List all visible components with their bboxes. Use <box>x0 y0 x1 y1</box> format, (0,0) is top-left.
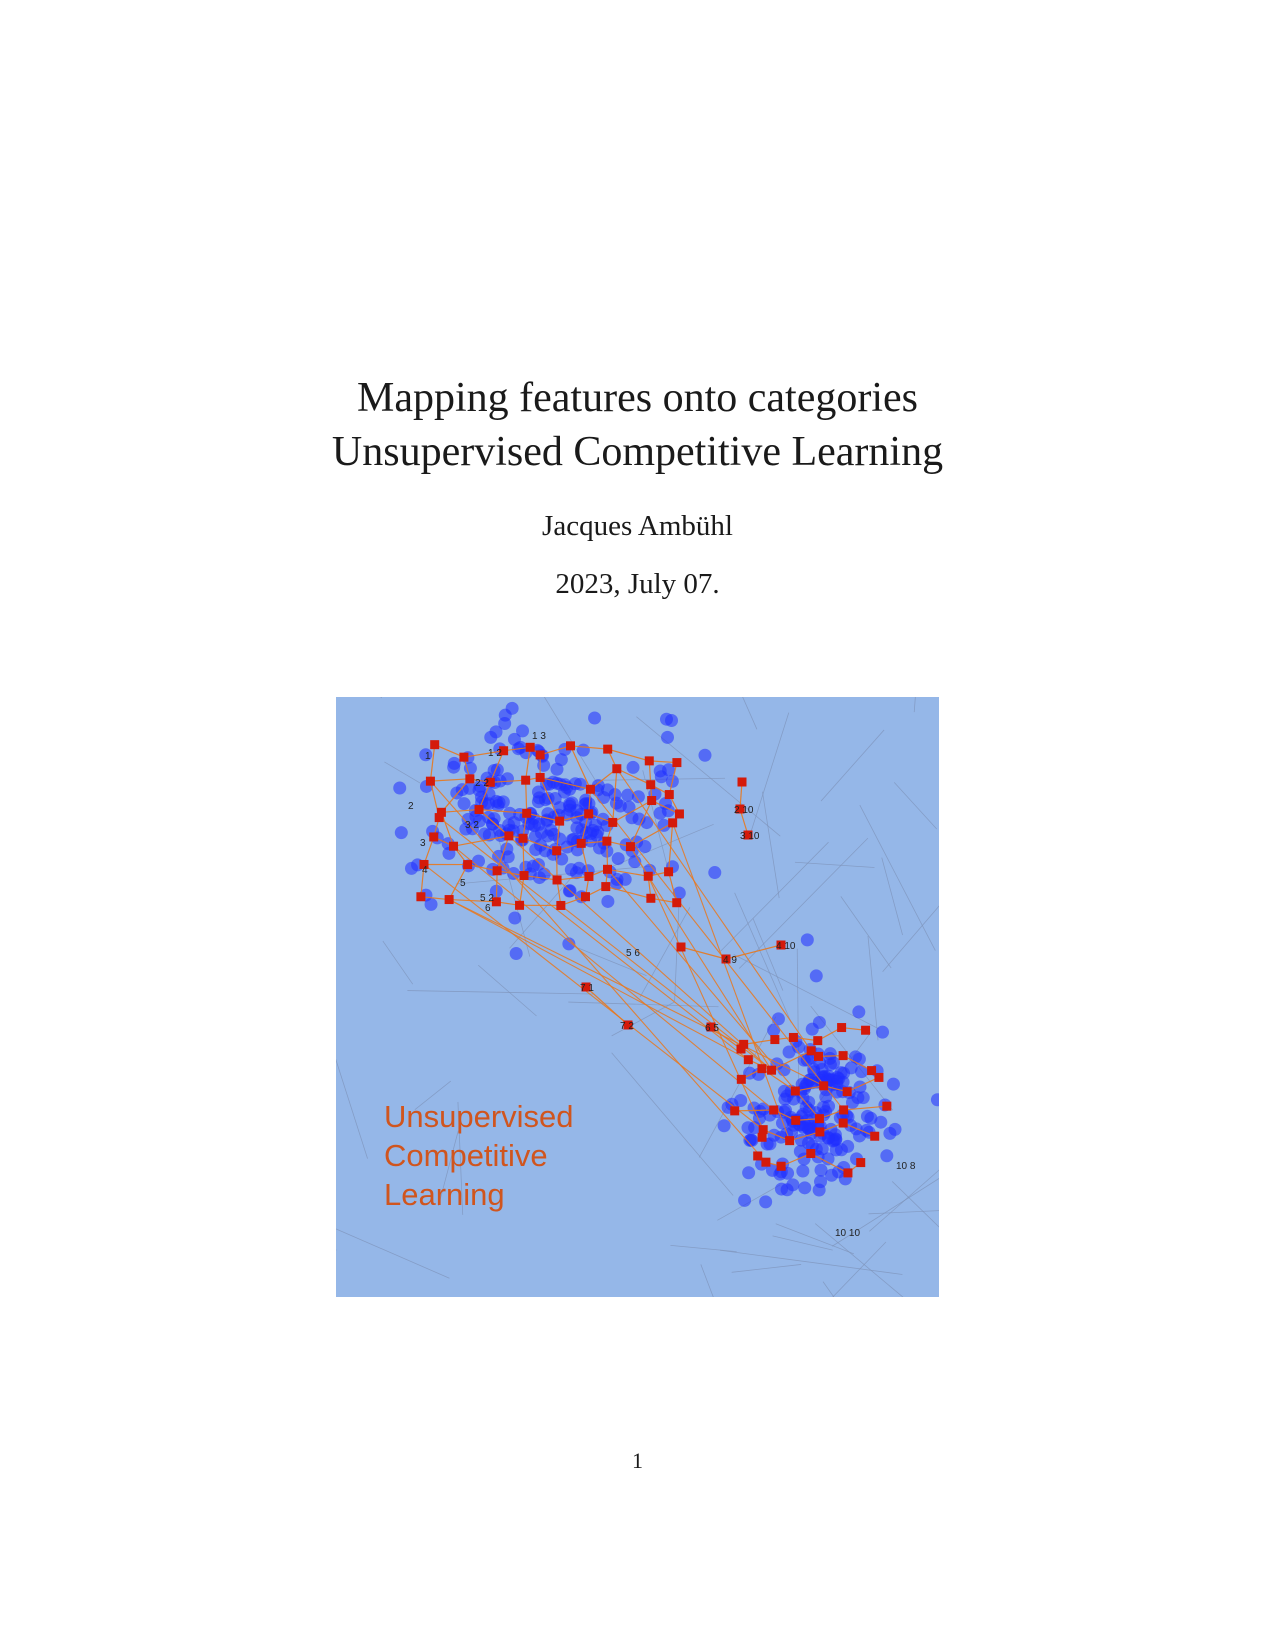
prototype-node <box>430 740 439 749</box>
voronoi-edge <box>762 792 779 898</box>
node-label: 7 1 <box>580 983 594 994</box>
data-point <box>852 1005 865 1018</box>
date: 2023, July 07. <box>555 568 720 600</box>
network-edge <box>526 780 527 813</box>
data-point <box>779 1104 792 1117</box>
data-point <box>478 828 491 841</box>
data-point <box>447 761 460 774</box>
prototype-node <box>882 1102 891 1111</box>
prototype-node <box>837 1023 846 1032</box>
data-point <box>698 749 711 762</box>
caption-line-1: Unsupervised <box>384 1099 574 1134</box>
node-label: 10 10 <box>835 1228 861 1239</box>
data-point <box>876 1026 889 1039</box>
prototype-node <box>426 777 435 786</box>
data-point <box>542 792 555 805</box>
data-point <box>931 1093 939 1106</box>
data-point <box>802 1122 815 1135</box>
node-label: 5 2 <box>480 893 494 904</box>
prototype-node <box>463 860 472 869</box>
author: Jacques Ambühl <box>542 510 733 542</box>
data-point <box>498 717 511 730</box>
prototype-node <box>856 1158 865 1167</box>
node-label: 1 3 <box>532 731 546 742</box>
data-point <box>801 933 814 946</box>
node-label: 3 10 <box>740 831 760 842</box>
prototype-node <box>459 753 468 762</box>
prototype-node <box>603 865 612 874</box>
prototype-node <box>552 846 561 855</box>
voronoi-edge <box>882 858 903 935</box>
prototype-node <box>608 818 617 827</box>
node-label: 10 8 <box>896 1161 916 1172</box>
data-point <box>738 1194 751 1207</box>
prototype-node <box>566 741 575 750</box>
prototype-node <box>584 872 593 881</box>
figure-caption <box>384 1097 574 1214</box>
data-point <box>395 826 408 839</box>
data-point <box>831 1071 844 1084</box>
voronoi-edge <box>860 805 936 950</box>
data-point <box>827 1056 840 1069</box>
prototype-node <box>761 1158 770 1167</box>
node-label: 6 5 <box>705 1023 719 1034</box>
data-point <box>654 764 667 777</box>
data-point <box>849 1050 862 1063</box>
data-point <box>661 731 674 744</box>
prototype-node <box>536 773 545 782</box>
data-point <box>810 969 823 982</box>
data-point <box>835 1143 848 1156</box>
prototype-node <box>646 780 655 789</box>
prototype-node <box>612 764 621 773</box>
prototype-node <box>536 750 545 759</box>
network-edge <box>449 900 748 1060</box>
prototype-node <box>819 1081 828 1090</box>
data-point <box>718 1119 731 1132</box>
node-label: 6 <box>485 903 491 914</box>
prototype-node <box>504 831 513 840</box>
prototype-node <box>672 898 681 907</box>
network-edge <box>617 769 811 1051</box>
prototype-node <box>675 809 684 818</box>
prototype-node <box>493 866 502 875</box>
prototype-node <box>785 1136 794 1145</box>
data-point <box>887 1078 900 1091</box>
voronoi-edge <box>721 842 829 951</box>
data-point <box>508 912 521 925</box>
data-point <box>458 797 471 810</box>
prototype-node <box>839 1051 848 1060</box>
data-point <box>577 744 590 757</box>
prototype-node <box>647 796 656 805</box>
data-point <box>880 1149 893 1162</box>
data-point <box>570 821 583 834</box>
prototype-node <box>555 817 564 826</box>
prototype-node <box>672 758 681 767</box>
prototype-node <box>769 1105 778 1114</box>
caption-line-3: Learning <box>384 1177 505 1212</box>
data-point <box>537 759 550 772</box>
network-edge <box>669 872 677 903</box>
prototype-node <box>553 875 562 884</box>
prototype-node <box>730 1106 739 1115</box>
network-edge <box>608 749 650 761</box>
voronoi-edge <box>739 838 868 968</box>
data-point <box>586 824 599 837</box>
prototype-node <box>843 1168 852 1177</box>
data-point <box>510 947 523 960</box>
network-edge <box>439 818 748 1060</box>
data-point <box>767 1024 780 1037</box>
voronoi-edge <box>773 1236 833 1250</box>
prototype-node <box>602 837 611 846</box>
prototype-node <box>814 1052 823 1061</box>
voronoi-edge <box>336 1012 368 1159</box>
voronoi-edge <box>384 762 420 783</box>
voronoi-edge <box>670 1245 736 1251</box>
network-edge <box>430 745 434 781</box>
voronoi-edge <box>869 1205 939 1214</box>
title-line-1: Mapping features onto categories <box>357 375 918 421</box>
data-point <box>815 1164 828 1177</box>
network-edge <box>496 871 497 902</box>
voronoi-edge <box>883 864 939 971</box>
prototype-node <box>521 776 530 785</box>
data-point <box>503 807 516 820</box>
prototype-node <box>770 1035 779 1044</box>
prototype-node <box>791 1116 800 1125</box>
voronoi-edge <box>612 1053 734 1196</box>
prototype-node <box>737 1045 746 1054</box>
prototype-node <box>777 1162 786 1171</box>
page-number: 1 <box>632 1448 643 1473</box>
prototype-node <box>526 743 535 752</box>
prototype-node <box>813 1036 822 1045</box>
network-edge <box>673 823 790 1141</box>
voronoi-edge <box>823 1282 931 1297</box>
data-point <box>506 702 519 715</box>
data-point <box>889 1123 902 1136</box>
voronoi-edge <box>821 1242 886 1297</box>
data-point <box>573 862 586 875</box>
data-point <box>516 724 529 737</box>
prototype-node <box>475 805 484 814</box>
node-label: 3 <box>420 838 426 849</box>
data-point <box>612 852 625 865</box>
node-label: 4 9 <box>723 955 737 966</box>
data-point <box>555 753 568 766</box>
prototype-node <box>646 894 655 903</box>
prototype-node <box>874 1073 883 1082</box>
prototype-node <box>757 1064 766 1073</box>
caption-line-2: Competitive <box>384 1138 548 1173</box>
network-edge <box>424 864 763 1129</box>
voronoi-edge <box>795 862 875 867</box>
node-label: 2 10 <box>734 805 754 816</box>
voronoi-edge <box>868 936 878 1040</box>
prototype-node <box>577 839 586 848</box>
prototype-node <box>767 1066 776 1075</box>
network-edge <box>648 876 763 1129</box>
voronoi-edge <box>821 730 884 801</box>
prototype-node <box>789 1033 798 1042</box>
prototype-node <box>437 808 446 817</box>
data-point <box>405 862 418 875</box>
voronoi-edge <box>735 893 792 1023</box>
voronoi-edge <box>478 965 536 1016</box>
prototype-node <box>791 1086 800 1095</box>
data-point <box>601 895 614 908</box>
prototype-node <box>815 1127 824 1136</box>
prototype-node <box>861 1026 870 1035</box>
data-point <box>778 1063 791 1076</box>
data-point <box>601 783 614 796</box>
prototype-node <box>870 1132 879 1141</box>
data-point <box>610 797 623 810</box>
network-edge <box>606 887 651 899</box>
data-point <box>874 1116 887 1129</box>
prototype-node <box>601 882 610 891</box>
node-label: 3 2 <box>465 820 479 831</box>
prototype-node <box>759 1125 768 1134</box>
voronoi-edge <box>751 713 789 834</box>
data-point <box>588 712 601 725</box>
voronoi-edge <box>894 782 936 829</box>
prototype-node <box>738 778 747 787</box>
data-point <box>786 1178 799 1191</box>
voronoi-edge <box>914 697 924 712</box>
data-point <box>665 714 678 727</box>
prototype-node <box>815 1114 824 1123</box>
data-point <box>393 782 406 795</box>
prototype-node <box>586 785 595 794</box>
data-point <box>814 1175 827 1188</box>
voronoi-edge <box>732 1264 802 1272</box>
prototype-node <box>519 834 528 843</box>
data-point <box>822 1100 835 1113</box>
data-point <box>544 824 557 837</box>
data-point <box>742 1166 755 1179</box>
prototype-node <box>668 818 677 827</box>
node-label: 4 10 <box>776 941 796 952</box>
prototype-node <box>556 901 565 910</box>
data-point <box>627 761 640 774</box>
prototype-node <box>449 842 458 851</box>
data-point <box>798 1181 811 1194</box>
prototype-node <box>584 809 593 818</box>
data-point <box>813 1016 826 1029</box>
voronoi-edge <box>815 1224 939 1297</box>
prototype-node <box>515 901 524 910</box>
data-point <box>532 858 545 871</box>
voronoi-edge <box>336 1219 449 1278</box>
title-line-2: Unsupervised Competitive Learning <box>331 429 944 475</box>
data-point <box>708 866 721 879</box>
data-point <box>822 1152 835 1165</box>
prototype-node <box>429 832 438 841</box>
prototype-node <box>581 892 590 901</box>
prototype-node <box>416 892 425 901</box>
prototype-node <box>839 1105 848 1114</box>
node-label: 5 6 <box>626 948 640 959</box>
data-point <box>796 1164 809 1177</box>
prototype-node <box>839 1119 848 1128</box>
prototype-node <box>645 756 654 765</box>
node-label: 4 <box>422 865 428 876</box>
node-label: 2 <box>408 801 414 812</box>
prototype-node <box>744 1055 753 1064</box>
network-edge <box>430 779 469 781</box>
node-label: 1 2 <box>488 748 502 759</box>
prototype-node <box>522 809 531 818</box>
data-point <box>623 801 636 814</box>
network-edge <box>744 1040 775 1045</box>
prototype-node <box>644 872 653 881</box>
prototype-node <box>665 790 674 799</box>
cover-figure <box>336 697 939 1297</box>
data-point <box>632 790 645 803</box>
prototype-node <box>520 871 529 880</box>
voronoi-edge <box>711 697 757 729</box>
data-point <box>802 1136 815 1149</box>
prototype-node <box>465 774 474 783</box>
voronoi-edge <box>701 1264 723 1297</box>
node-label: 7 2 <box>620 1021 634 1032</box>
data-point <box>501 772 514 785</box>
voronoi-edge <box>383 941 413 984</box>
node-label: 2 2 <box>475 778 489 789</box>
prototype-node <box>445 895 454 904</box>
prototype-node <box>626 842 635 851</box>
voronoi-edge <box>336 697 382 698</box>
prototype-node <box>603 745 612 754</box>
prototype-node <box>664 867 673 876</box>
prototype-node <box>806 1149 815 1158</box>
data-point <box>759 1195 772 1208</box>
prototype-node <box>753 1151 762 1160</box>
node-label: 5 <box>460 878 466 889</box>
voronoi-edge <box>841 896 891 968</box>
prototype-node <box>677 943 686 952</box>
prototype-node <box>737 1075 746 1084</box>
data-point <box>772 1012 785 1025</box>
voronoi-edge <box>892 1181 939 1266</box>
voronoi-edge <box>407 991 593 994</box>
node-label: 1 <box>425 751 431 762</box>
prototype-node <box>843 1087 852 1096</box>
